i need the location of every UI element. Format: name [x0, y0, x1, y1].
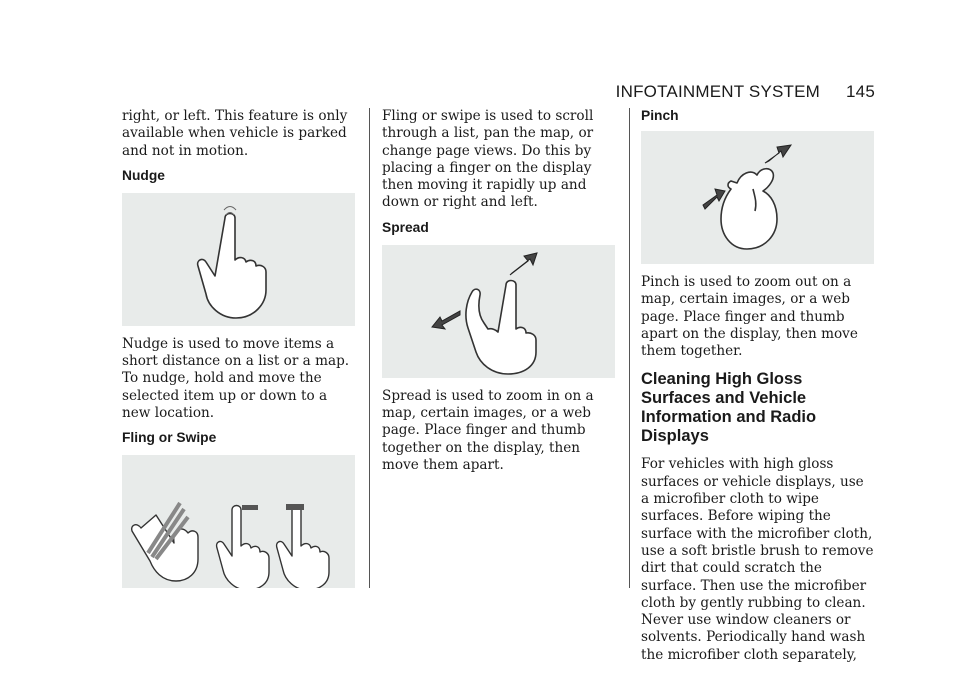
cleaning-description: For vehicles with high gloss surfaces or vehicle displays, use a microfiber cloth to wipe surfaces. Before wiping the surface with the microfiber cloth, use a soft bristle brush to remove dirt that could scratch the surface. Then use the microfiber cloth by gently rubbing to clean. Never use window cleaners or solvents. Periodically hand wash the microfiber cloth separately, — [641, 456, 874, 663]
swipe-hand-icon — [122, 455, 355, 588]
spread-heading: Spread — [382, 219, 429, 235]
fling-description: Fling or swipe is used to scroll through a list, pan the map, or change page views. Do this by placing a finger on the display then moving it rapidly up and down or right and left. — [382, 108, 594, 211]
paragraph-continued: right, or left. This feature is only available when vehicle is parked and not in motion. — [122, 108, 348, 159]
spread-illustration — [382, 245, 615, 378]
nudge-heading: Nudge — [122, 167, 165, 183]
page-header — [616, 82, 875, 102]
cleaning-heading: Cleaning High Gloss Surfaces and Vehicle Information and Radio Displays — [641, 370, 817, 446]
fling-illustration — [122, 455, 355, 588]
nudge-hand-icon — [122, 193, 355, 326]
column-1 — [122, 108, 355, 598]
page-number: 145 — [846, 82, 875, 101]
pinch-illustration — [641, 131, 874, 264]
spread-hand-icon — [382, 245, 615, 378]
pinch-hand-icon — [641, 131, 874, 264]
spread-description: Spread is used to zoom in on a map, certain images, or a web page. Place finger and thumb together on the display, then move them apart. — [382, 387, 594, 473]
column-divider — [369, 108, 370, 588]
nudge-illustration — [122, 193, 355, 326]
pinch-heading: Pinch — [641, 108, 679, 123]
section-title: INFOTAINMENT SYSTEM — [615, 82, 821, 101]
column-divider — [629, 108, 630, 588]
column-2 — [382, 108, 615, 482]
column-3 — [641, 108, 874, 672]
fling-heading: Fling or Swipe — [122, 430, 217, 446]
nudge-description: Nudge is used to move items a short distance on a list or a map. To nudge, hold and move the selected item up or down to a new location. — [122, 335, 350, 422]
pinch-description: Pinch is used to zoom out on a map, certain images, or a web page. Place finger and thumb apart on the display, then move them together. — [641, 274, 858, 360]
